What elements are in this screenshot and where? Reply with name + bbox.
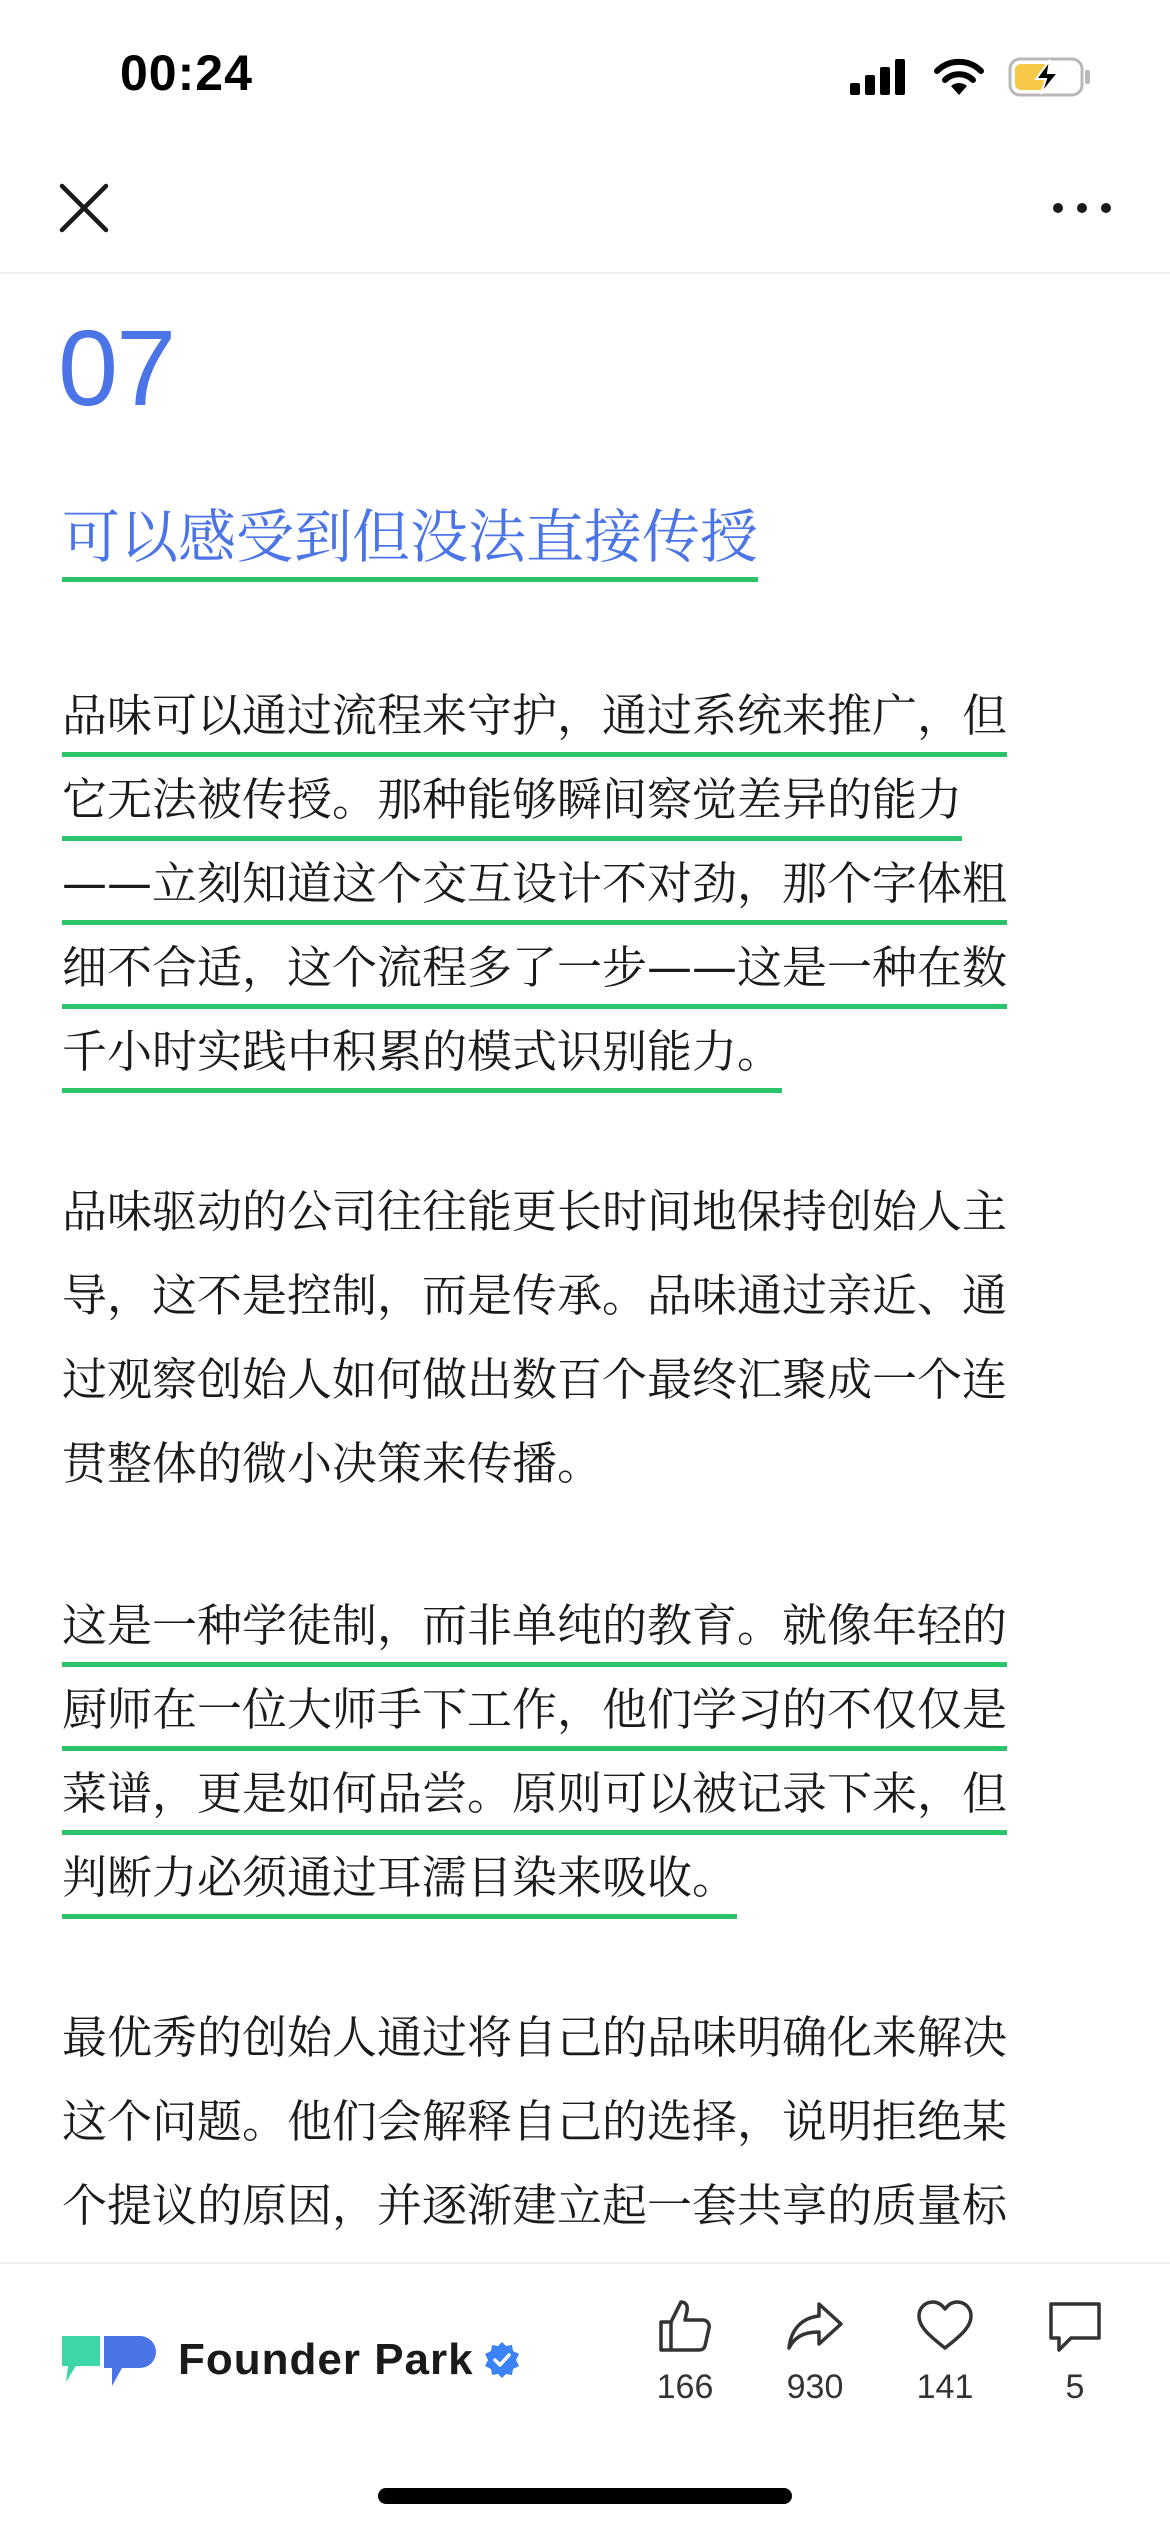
more-options-button[interactable] [1046,176,1118,240]
comment-icon [1043,2294,1107,2358]
share-count: 930 [786,2368,844,2406]
section-number: 07 [58,307,175,428]
status-time: 00:24 [120,45,253,101]
paragraph-line: 个提议的原因，并逐渐建立起一套共享的质量标 [62,2179,1008,2232]
paragraph-line: 品味驱动的公司往往能更长时间地保持创始人主 [62,1185,1008,1238]
paragraph-line: 判断力必须通过耳濡目染来吸收。 [62,1851,737,1919]
brand-profile[interactable] [60,2330,522,2390]
like-button[interactable] [630,2294,740,2407]
paragraph-line: 贯整体的微小决策来传播。 [62,1437,603,1490]
paragraph-highlighted [62,1584,1110,1920]
paragraph-line: ——立刻知道这个交互设计不对劲，那个字体粗 [62,857,1007,925]
like-count: 166 [656,2368,714,2406]
comment-button[interactable] [1020,2294,1130,2407]
comment-count: 5 [1065,2368,1085,2406]
action-group [620,2294,1130,2434]
brand-name[interactable]: Founder Park [178,2335,474,2384]
wifi-icon [932,57,986,97]
favorite-button[interactable] [890,2294,1000,2407]
founder-park-logo-icon [60,2330,158,2390]
close-button[interactable] [52,176,116,240]
share-icon [783,2294,847,2358]
close-icon [52,176,116,240]
paragraph [62,1170,1110,1506]
paragraph-line: 导，这不是控制，而是传承。品味通过亲近、通 [62,1269,1008,1322]
nav-bar [0,150,1170,274]
share-button[interactable] [760,2294,870,2407]
paragraph-line: 最优秀的创始人通过将自己的品味明确化来解决 [62,2011,1008,2064]
status-bar [0,0,1170,150]
paragraph-line: 千小时实践中积累的模式识别能力。 [62,1025,782,1093]
favorite-count: 141 [916,2368,974,2406]
status-icons [848,52,1092,102]
paragraph-highlighted [62,674,1110,1094]
paragraph-line: 细不合适，这个流程多了一步——这是一种在数 [62,941,1007,1009]
cellular-signal-icon [848,57,910,97]
paragraph-line: 这个问题。他们会解释自己的选择，说明拒绝某 [62,2095,1008,2148]
more-horizontal-icon [1046,176,1118,240]
thumbs-up-icon [653,2294,717,2358]
paragraph-line: 这是一种学徒制，而非单纯的教育。就像年轻的 [62,1599,1007,1667]
article-body [0,274,1170,2262]
battery-charging-icon [1008,56,1092,98]
section-title-text: 可以感受到但没法直接传授 [62,500,758,582]
heart-icon [913,2294,977,2358]
paragraph-line: 过观察创始人如何做出数百个最终汇聚成一个连 [62,1353,1008,1406]
paragraph-line: 菜谱，更是如何品尝。原则可以被记录下来，但 [62,1767,1007,1835]
section-title [62,500,758,582]
paragraph-line: 厨师在一位大师手下工作，他们学习的不仅仅是 [62,1683,1007,1751]
home-indicator[interactable] [378,2488,792,2504]
paragraph-line: 品味可以通过流程来守护，通过系统来推广，但 [62,689,1007,757]
verified-badge-icon [482,2340,522,2380]
paragraph-line: 它无法被传授。那种能够瞬间察觉差异的能力 [62,773,962,841]
